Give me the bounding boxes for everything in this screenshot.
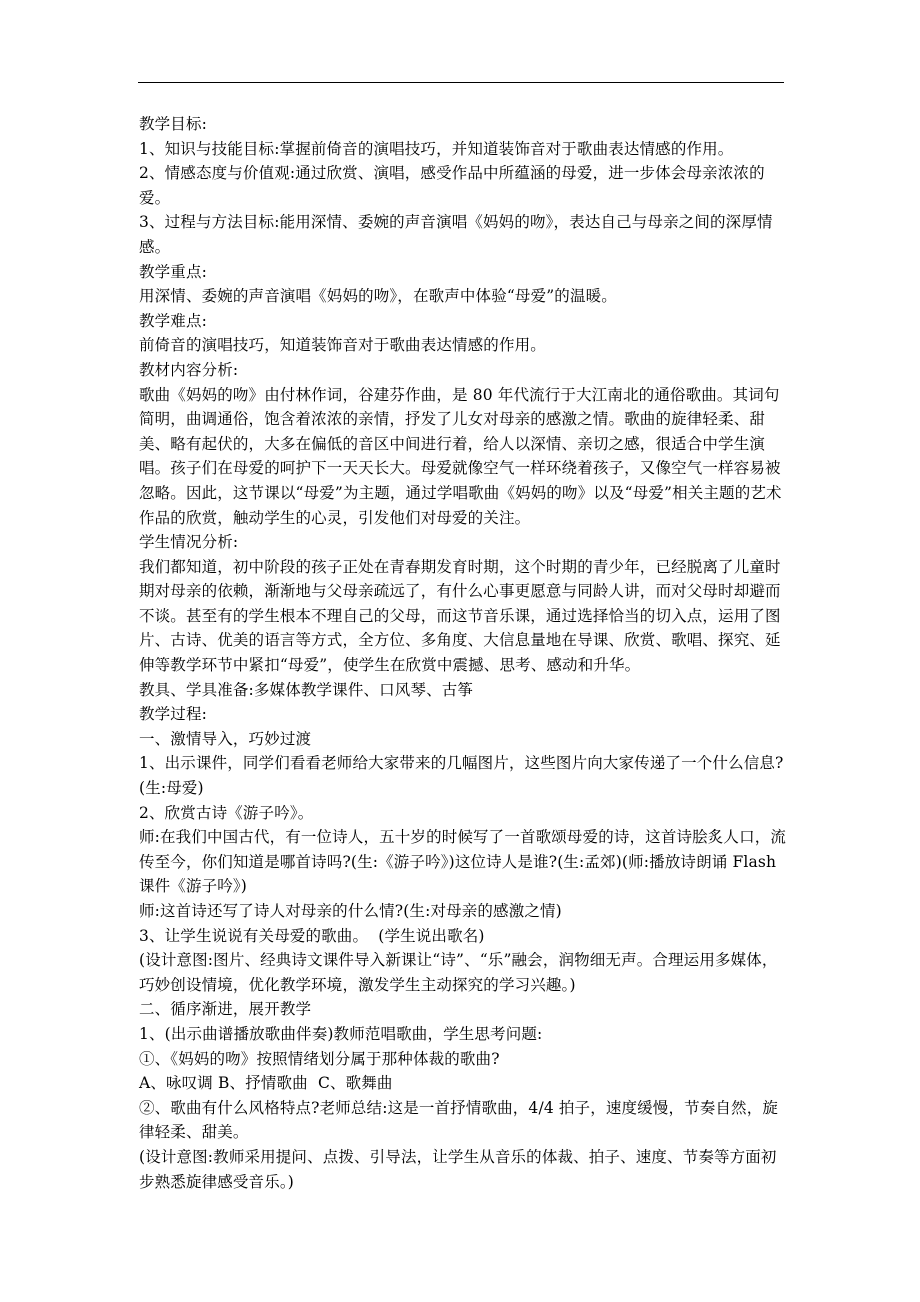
header-rule xyxy=(138,82,784,83)
step-3-songs: 3、让学生说说有关母爱的歌曲。 (学生说出歌名) xyxy=(139,926,485,945)
design-intent-one: (设计意图:图片、经典诗文课件导入新课让“诗”、“乐”融会，润物细无声。合理运用多媒体，巧妙创设情境，优化教学环境，激发学生主动探究的学习兴趣。) xyxy=(139,951,778,994)
teacher-question-feeling: 师:这首诗还写了诗人对母亲的什么情?(生:对母亲的感激之情) xyxy=(139,902,562,920)
question-one-options: A、咏叹调 B、抒情歌曲 C、歌舞曲 xyxy=(139,1074,393,1093)
student-analysis-text: 我们都知道，初中阶段的孩子正处在青春期发育时期，这个时期的青少年，已经脱离了儿童时期对母亲的依赖，渐渐地与父母亲疏远了，有什么心事更愿意与同龄人讲，而对父母时却避而不谈。甚至有的学生根本不理自己的父母，而这节音乐课，通过选择恰当的切入点，运用了图片、古诗、优美的语言等方式，全方位、多角度、大信息量地在导课、欣赏、歌唱、探究、延伸等教学环节中紧扣“母爱”，使学生在欣赏中震撼、思考、感动和升华。 xyxy=(139,557,781,675)
heading-material-analysis: 教材内容分析: xyxy=(139,360,239,379)
section-one-title: 一、激情导入，巧妙过渡 xyxy=(139,729,312,748)
heading-key-points: 教学重点: xyxy=(139,262,207,281)
material-analysis-text: 歌曲《妈妈的吻》由付林作词，谷建芬作曲，是 80 年代流行于大江南北的通俗歌曲。其词句简明，曲调通俗，饱含着浓浓的亲情，抒发了儿女对母亲的感激之情。歌曲的旋律轻柔、甜美、略有起伏的，大多在偏低的音区中间进行着，给人以深情、亲切之感，很适合中学生演唱。孩子们在母爱的呵护下一天天长大。母爱就像空气一样环绕着孩子，又像空气一样容易被忽略。因此，这节课以“母爱”为主题，通过学唱歌曲《妈妈的吻》以及“母爱”相关主题的艺术作品的欣赏，触动学生的心灵，引发他们对母爱的关注。 xyxy=(139,385,782,527)
objective-knowledge-skills: 1、知识与技能目标:掌握前倚音的演唱技巧，并知道装饰音对于歌曲表达情感的作用。 xyxy=(139,139,734,158)
document-body xyxy=(139,112,787,1194)
step-1-show-courseware: 1、出示课件，同学们看看老师给大家带来的几幅图片，这些图片向大家传递了一个什么信息?(生:母爱) xyxy=(139,754,784,798)
step-1-teacher-sings: 1、(出示曲谱播放歌曲伴奏)教师范唱歌曲，学生思考问题: xyxy=(139,1024,543,1043)
question-two-style: ②、歌曲有什么风格特点?老师总结:这是一首抒情歌曲，4/4 拍子，速度缓慢，节奏自然，旋律轻柔、甜美。 xyxy=(139,1098,779,1142)
teaching-aids: 教具、学具准备:多媒体教学课件、口风琴、古筝 xyxy=(139,680,474,699)
objective-process-methods: 3、过程与方法目标:能用深情、委婉的声音演唱《妈妈的吻》，表达自己与母亲之间的深厚情感。 xyxy=(139,213,773,256)
heading-student-analysis: 学生情况分析: xyxy=(139,533,239,552)
heading-difficulties: 教学难点: xyxy=(139,311,207,330)
question-one-genre: ①、《妈妈的吻》按照情绪划分属于那种体裁的歌曲? xyxy=(139,1049,500,1068)
teacher-dialogue-poem: 师:在我们中国古代，有一位诗人，五十岁的时候写了一首歌颂母爱的诗，这首诗脍炙人口，流传至今，你们知道是哪首诗吗?(生:《游子吟》)这位诗人是谁?(生:孟郊)(师:播放诗朗诵 Flash 课件《游子吟》) xyxy=(139,828,787,896)
heading-teaching-process: 教学过程: xyxy=(139,705,207,724)
section-two-title: 二、循序渐进，展开教学 xyxy=(139,1000,312,1019)
key-points-text: 用深情、委婉的声音演唱《妈妈的吻》，在歌声中体验“母爱”的温暖。 xyxy=(139,287,617,306)
objective-emotion-values: 2、情感态度与价值观:通过欣赏、演唱，感受作品中所蕴涵的母爱，进一步体会母亲浓浓的爱。 xyxy=(139,164,765,207)
heading-teaching-objectives: 教学目标: xyxy=(139,115,207,133)
step-2-poem-appreciation: 2、欣赏古诗《游子吟》。 xyxy=(139,803,314,822)
difficulties-text: 前倚音的演唱技巧，知道装饰音对于歌曲表达情感的作用。 xyxy=(139,336,546,355)
design-intent-two: (设计意图:教师采用提问、点拨、引导法，让学生从音乐的体裁、拍子、速度、节奏等方面初步熟悉旋律感受音乐。) xyxy=(139,1147,777,1191)
